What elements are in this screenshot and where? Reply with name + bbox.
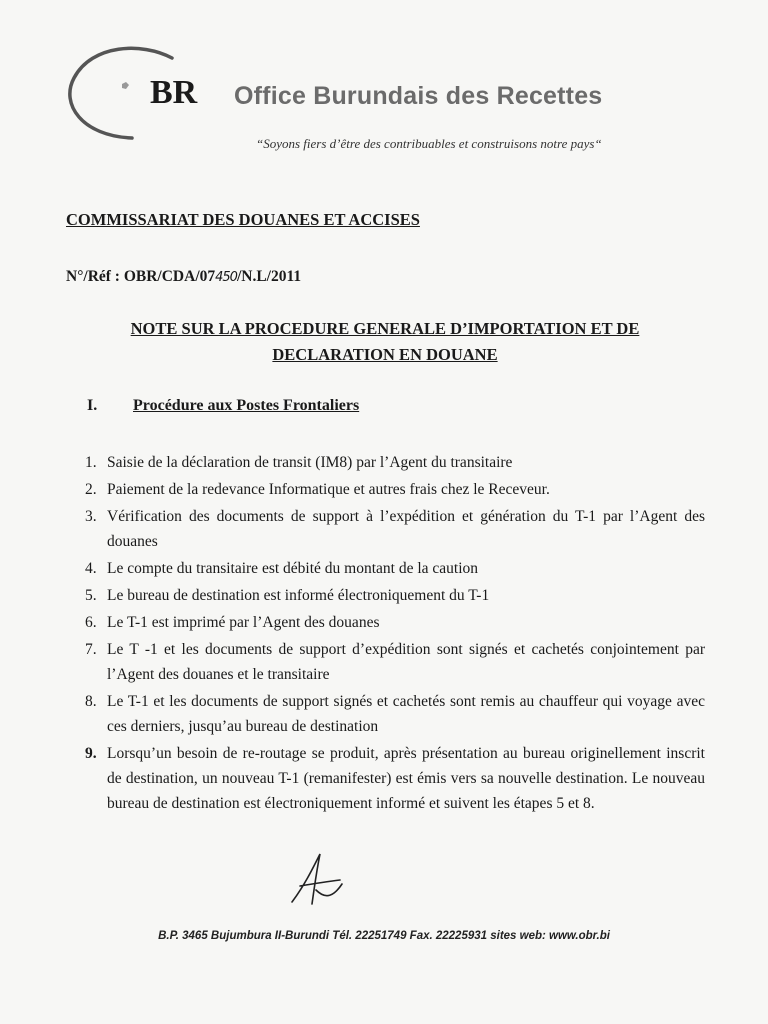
note-title (80, 316, 690, 368)
step-item (0, 637, 705, 687)
motto: “Soyons fiers d’être des contribuables et construisons notre pays“ (256, 136, 602, 151)
step-number: 8. (85, 693, 97, 710)
reference-handwritten: 450 (215, 270, 237, 285)
step-number: 2. (85, 481, 97, 498)
step-text: Le T -1 et les documents de support d’expédition sont signés et cachetés conjointement par l’Agent des douanes et le transitaire (107, 641, 705, 683)
footer-contact: B.P. 3465 Bujumbura II-Burundi Tél. 22251749 Fax. 22225931 sites web: www.obr.bi (158, 930, 610, 942)
step-number: 1. (85, 454, 97, 471)
commissariat-heading: COMMISSARIAT DES DOUANES ET ACCISES (66, 210, 420, 229)
step-text: Le T-1 et les documents de support signés et cachetés sont remis au chauffeur qui voyage avec ces derniers, jusqu’au bureau de destination (107, 693, 705, 735)
step-number: 3. (85, 508, 97, 525)
note-title-line-2: DECLARATION EN DOUANE (272, 345, 498, 364)
step-number: 7. (85, 641, 97, 658)
logo-text: BR (150, 74, 198, 111)
reference-suffix: /N.L/2011 (236, 268, 302, 285)
step-text: Paiement de la redevance Informatique et autres frais chez le Receveur. (107, 481, 550, 498)
step-text: Vérification des documents de support à l’expédition et génération du T-1 par l’Agent des douanes (107, 508, 705, 550)
procedure-steps (0, 450, 768, 818)
step-item (0, 504, 705, 554)
step-number: 4. (85, 560, 97, 577)
step-text: Le bureau de destination est informé électroniquement du T-1 (107, 587, 490, 604)
section-title: Procédure aux Postes Frontaliers (133, 397, 360, 414)
note-title-line-1: NOTE SUR LA PROCEDURE GENERALE D’IMPORTATION ET DE (130, 319, 640, 338)
step-item (0, 583, 705, 608)
step-item (0, 450, 705, 475)
step-text: Lorsqu’un besoin de re-routage se produit, après présentation au bureau originellement inscrit de destination, un nouveau T-1 (remanifester) est émis vers sa nouvelle destination. Le nouveau bureau de destination est électroniquement informé et suivent les étapes 5 et 8. (107, 745, 705, 812)
step-item (0, 610, 705, 635)
step-text: Saisie de la déclaration de transit (IM8) par l’Agent du transitaire (107, 454, 513, 471)
step-number: 6. (85, 614, 97, 631)
reference-prefix: N°/Réf : OBR/CDA/07 (66, 268, 216, 285)
step-text: Le compte du transitaire est débité du montant de la caution (107, 560, 479, 577)
reference-number (66, 268, 301, 286)
step-item (0, 689, 705, 739)
section-number: I. (87, 397, 98, 414)
step-text: Le T-1 est imprimé par l’Agent des douanes (107, 614, 380, 631)
organization-name: Office Burundais des Recettes (234, 82, 603, 110)
step-item (0, 477, 705, 502)
step-item (0, 556, 705, 581)
step-item (0, 741, 705, 816)
signature-mark (282, 850, 352, 910)
step-number: 9. (85, 745, 97, 762)
step-number: 5. (85, 587, 97, 604)
